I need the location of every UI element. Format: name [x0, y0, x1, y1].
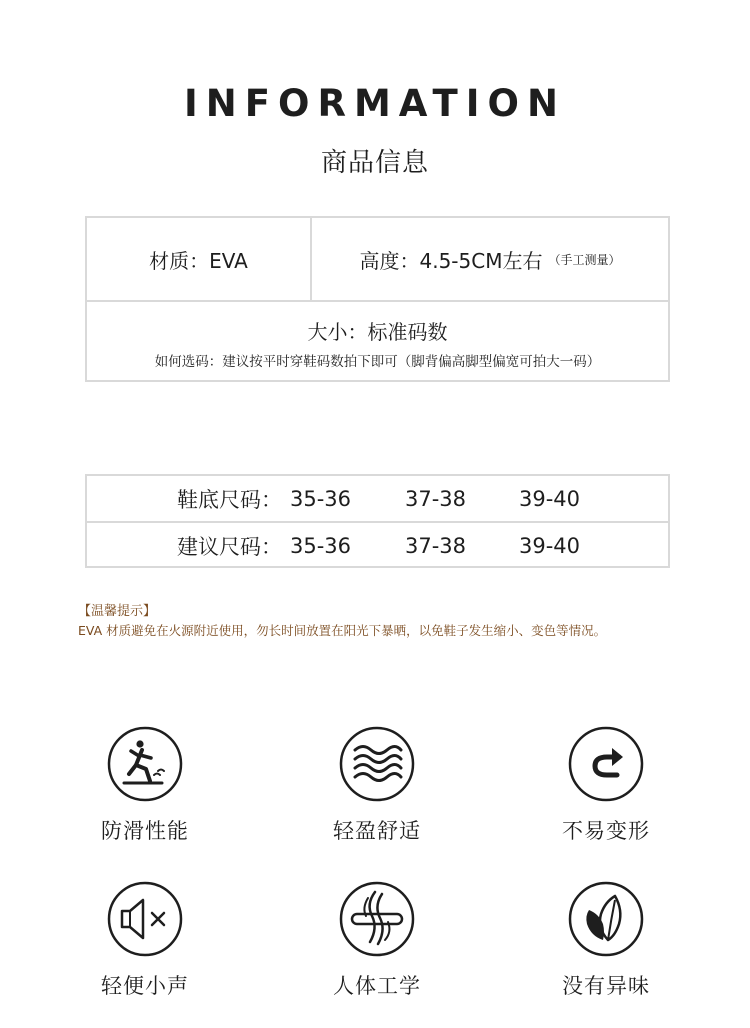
spec-table — [85, 216, 670, 382]
material-text: 材质：EVA — [149, 248, 248, 273]
size-row-label: 建议尺码： — [177, 534, 282, 559]
feature-quiet — [45, 880, 245, 1000]
feature-label: 防滑性能 — [101, 819, 189, 843]
size-value: 37-38 — [405, 533, 467, 558]
size-row-label: 鞋底尺码： — [177, 487, 282, 512]
feature-ergonomic — [277, 880, 477, 1000]
leaf-icon — [567, 880, 645, 958]
feature-no-odor — [506, 880, 706, 1000]
height-cell — [312, 218, 668, 300]
feature-label: 轻盈舒适 — [333, 819, 421, 843]
size-hint: 如何选码：建议按平时穿鞋码数拍下即可（脚背偏高脚型偏宽可拍大一码） — [154, 354, 601, 370]
page-title: INFORMATION — [184, 82, 566, 125]
material-cell — [87, 218, 312, 300]
tip-title: 【温馨提示】 — [78, 604, 157, 619]
speaker-mute-icon — [106, 880, 184, 958]
size-value: 39-40 — [519, 486, 581, 511]
size-value: 37-38 — [405, 486, 467, 511]
size-title: 大小：标准码数 — [307, 320, 448, 344]
wave-icon — [338, 725, 416, 803]
size-row-suggested — [87, 523, 668, 568]
size-value: 35-36 — [290, 486, 352, 511]
return-arrow-icon — [567, 725, 645, 803]
anti-slip-icon — [106, 725, 184, 803]
spec-row — [87, 218, 668, 302]
size-row-sole — [87, 476, 668, 523]
size-table — [85, 474, 670, 568]
feature-lightweight — [277, 725, 477, 845]
size-value: 39-40 — [519, 533, 581, 558]
page-subtitle: 商品信息 — [320, 148, 429, 178]
height-note: （手工测量） — [548, 252, 621, 267]
feature-label: 不易变形 — [562, 819, 650, 843]
size-value: 35-36 — [290, 533, 352, 558]
feature-anti-slip — [45, 725, 245, 845]
height-text: 高度：4.5-5CM左右 — [359, 248, 543, 273]
feature-no-deform — [506, 725, 706, 845]
tip-text: EVA 材质避免在火源附近使用，勿长时间放置在阳光下暴晒，以免鞋子发生缩小、变色等情况。 — [78, 623, 607, 638]
feature-label: 轻便小声 — [101, 974, 189, 998]
ergonomic-icon — [338, 880, 416, 958]
feature-label: 没有异味 — [562, 974, 650, 998]
feature-label: 人体工学 — [333, 974, 421, 998]
